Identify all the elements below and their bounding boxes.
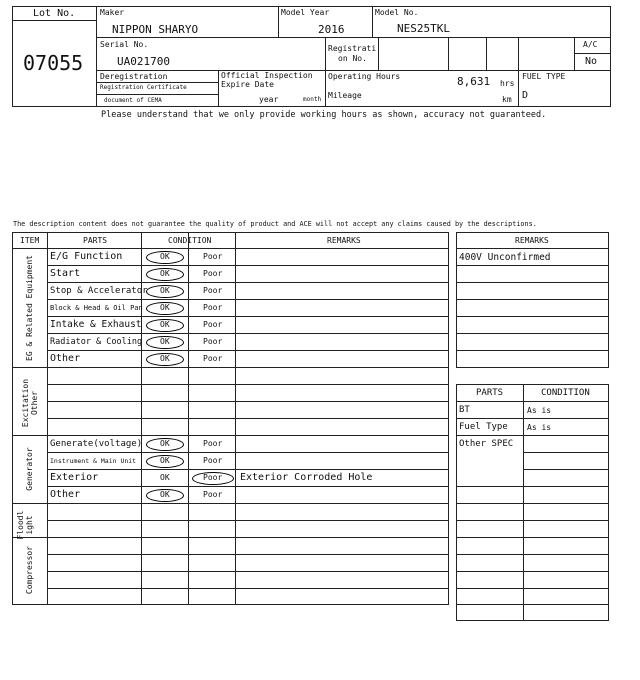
serial-label: Serial No. [100,40,149,49]
operating-hours-label: Operating Hours [328,72,401,81]
mileage-label: Mileage [328,91,362,100]
eg-part-other: Other [50,353,81,364]
group-label-floodlight: Floodl ight [16,510,34,540]
deregistration-label: Deregistration [100,72,168,81]
operating-hours-value: 8,631 [457,75,491,88]
maker-value: NIPPON SHARYO [112,23,199,36]
model-year-value: 2016 [318,23,345,36]
right-remark-row: 400V Unconfirmed [459,252,551,263]
right-condition-header: CONDITION [541,388,590,398]
remarks-column-header: REMARKS [327,236,361,245]
disclaimer-text: The description content does not guarantee the quality of product and ACE will not accept any claims caused by the descriptions. [13,220,537,228]
poor-option: Poor [203,354,223,363]
ok-option: OK [160,252,170,261]
inspection-label-line2: Expire Date [221,80,274,89]
ok-option: OK [160,354,170,363]
model-no-value: NES25TKL [397,22,450,35]
poor-option: Poor [203,456,223,465]
right-condition-fuel-type: As is [527,423,552,432]
eg-part-ef-function: E/G Function [50,251,123,262]
hours-unit: hrs [500,79,515,88]
ac-label: A/C [583,40,598,49]
ok-option: OK [160,269,170,278]
registration-label-line2: on No. [338,54,367,63]
maker-label: Maker [100,8,125,17]
right-part-fuel-type: Fuel Type [459,422,508,432]
registration-label-line1: Registrati [328,44,377,53]
condition-column-header: CONDITION [168,236,212,245]
right-condition-bt: As is [527,406,552,415]
right-remarks-header: REMARKS [515,236,549,245]
group-label-eg: EG & Related Equipment [25,255,34,361]
km-unit: km [502,95,512,104]
poor-option: Poor [203,252,223,261]
model-year-label: Model Year [281,8,330,17]
ok-option: OK [160,439,170,448]
lot-label: Lot No. [33,8,76,19]
poor-option: Poor [203,269,223,278]
poor-option: Poor [203,286,223,295]
year-label: year [259,95,279,104]
eg-part-radiator-cooling: Radiator & Cooling [50,337,143,347]
exterior-remark: Exterior Corroded Hole [240,472,373,483]
eg-part-stop-accelerator: Stop & Accelerator [50,286,148,296]
gen-part-other: Other [50,489,81,500]
gen-part-generate-voltage: Generate(voltage) [50,439,143,449]
poor-option: Poor [203,303,223,312]
month-label: month [303,96,322,103]
ok-option: OK [160,303,170,312]
poor-option: Poor [203,320,223,329]
model-no-label: Model No. [375,8,419,17]
right-part-other-spec: Other SPEC [459,439,514,449]
group-label-excitation: Excitation Other [21,378,39,428]
ok-option: OK [160,320,170,329]
ac-value: No [585,56,598,67]
eg-part-block-head-oil-pan: Block & Head & Oil Pan [50,304,143,312]
ok-option: OK [160,286,170,295]
group-label-generator: Generator [25,447,34,491]
cema-document-label: document of CEMA [104,97,162,104]
lot-number: 07055 [23,51,84,75]
poor-option: Poor [203,490,223,499]
gen-part-exterior: Exterior [50,472,99,483]
ok-option: OK [160,337,170,346]
fuel-type-label: FUEL TYPE [522,72,566,81]
serial-value: UA021700 [117,55,170,68]
eg-part-start: Start [50,268,81,279]
right-part-bt: BT [459,405,470,415]
poor-option: Poor [203,439,223,448]
parts-column-header: PARTS [83,236,108,245]
gen-part-instrument-main-unit: Instrument & Main Unit [50,457,137,465]
right-parts-header: PARTS [476,388,504,398]
registration-certificate-label: Registration Certificate [100,84,187,91]
inspection-label-line1: Official Inspection [221,71,313,80]
item-column-header: ITEM [20,236,40,245]
ok-option: OK [160,456,170,465]
ok-option: OK [160,473,170,482]
poor-option: Poor [203,473,223,482]
eg-part-intake-exhaust: Intake & Exhaust [50,319,142,330]
ok-option: OK [160,490,170,499]
hours-accuracy-notice: Please understand that we only provide working hours as shown, accuracy not guaranteed. [101,110,547,120]
group-label-compressor: Compressor [25,545,34,595]
fuel-type-value: D [522,90,529,101]
poor-option: Poor [203,337,223,346]
